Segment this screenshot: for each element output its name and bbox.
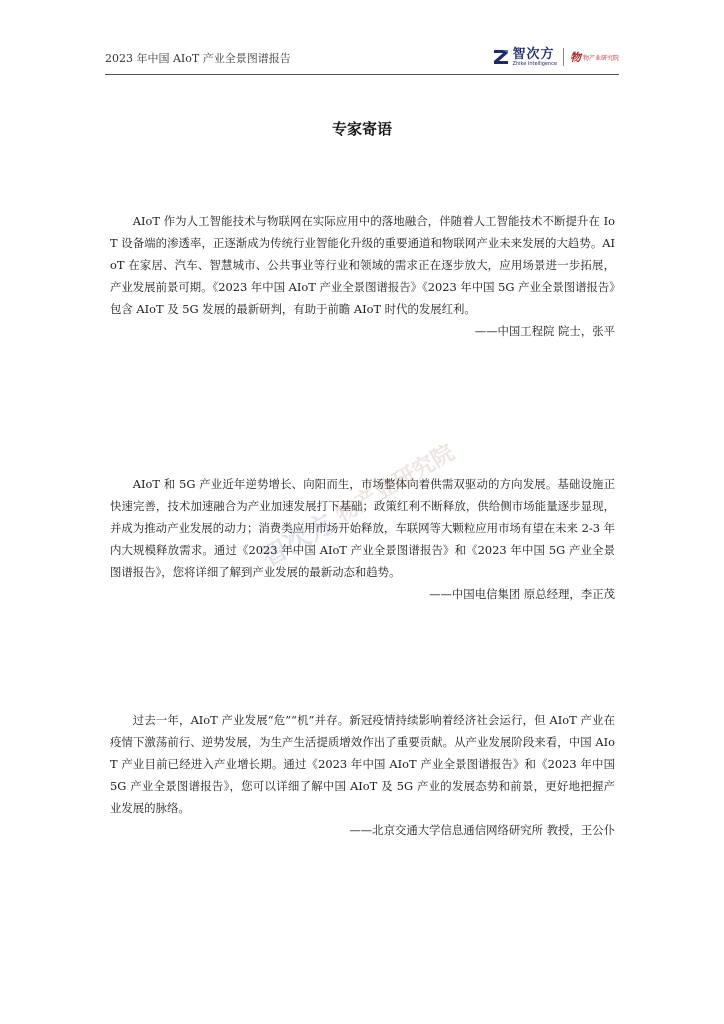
- zhicifang-logo-icon: [492, 48, 510, 66]
- logo-primary-cn: 智次方: [512, 46, 555, 62]
- page-title: 专家寄语: [331, 120, 392, 138]
- logo-primary-en: Zhike Intelligence: [512, 60, 557, 67]
- watermark-text-b: 物产业研究院: [331, 439, 459, 528]
- logo-secondary-mark: 物: [569, 51, 581, 64]
- message-paragraph: 过去一年，AIoT 产业发展“危”“机”并存。新冠疫情持续影响着经济社会运行，但 AIoT 产业在疫情下激荡前行、逆势发展，为生产生活提质增效作出了重要贡献。从产业发展阶段来看，中国 AIoT 产业目前已经进入产业增长期。通过《2023 年中国 AIoT 产业全景图谱报告》和《2023 年中国 5G 产业全景图谱报告》，您可以详细了解中国 AIoT 及 5G 产业的发展态势和前景，更好地把握产业发展的脉络。: [110, 713, 615, 815]
- message-signature: ——中国工程院 院士，张平: [474, 324, 615, 338]
- header-logos: [492, 44, 619, 70]
- expert-message-2: [110, 473, 615, 605]
- research-institute-logo: [570, 49, 619, 65]
- message-paragraph: AIoT 和 5G 产业近年逆势增长、向阳而生，市场整体向着供需双驱动的方向发展。基础设施正快速完善，技术加速融合为产业加速发展打下基础；政策红利不断释放，供给侧市场能量逐步显现，并成为推动产业发展的动力；消费类应用市场开始释放，车联网等大颗粒应用市场有望在未来 2-3 年内大规模释放需求。通过《2023 年中国 AIoT 产业全景图谱报告》和《2023 年中国 5G 产业全景图谱报告》，您将详细了解到产业发展的最新动态和趋势。: [110, 477, 615, 579]
- expert-message-1: [110, 210, 615, 342]
- message-signature: ——中国电信集团 原总经理，李正茂: [429, 587, 615, 601]
- message-paragraph: AIoT 作为人工智能技术与物联网在实际应用中的落地融合，伴随着人工智能技术不断提升在 IoT 设备端的渗透率，正逐渐成为传统行业智能化升级的重要通道和物联网产业未来发展的大趋势。AIoT 在家居、汽车、智慧城市、公共事业等行业和领域的需求正在逐步放大，应用场景进一步拓展，产业发展前景可期。《2023 年中国 AIoT 产业全景图谱报告》《2023 年中国 5G 产业全景图谱报告》包含 AIoT 及 5G 发展的最新研判，有助于前瞻 AIoT 时代的发展红利。: [110, 214, 615, 316]
- header-title: 2023 年中国 AIoT 产业全景图谱报告: [105, 52, 291, 65]
- watermark-text-a: 智次方: [256, 508, 339, 574]
- expert-message-3: [110, 709, 615, 841]
- logo-divider: [563, 48, 564, 66]
- zhicifang-logo: [492, 48, 557, 67]
- page-header: [105, 40, 619, 75]
- logo-secondary-text: 物产业研究院: [582, 54, 619, 62]
- message-signature: ——北京交通大学信息通信网络研究所 教授，王公仆: [349, 823, 615, 837]
